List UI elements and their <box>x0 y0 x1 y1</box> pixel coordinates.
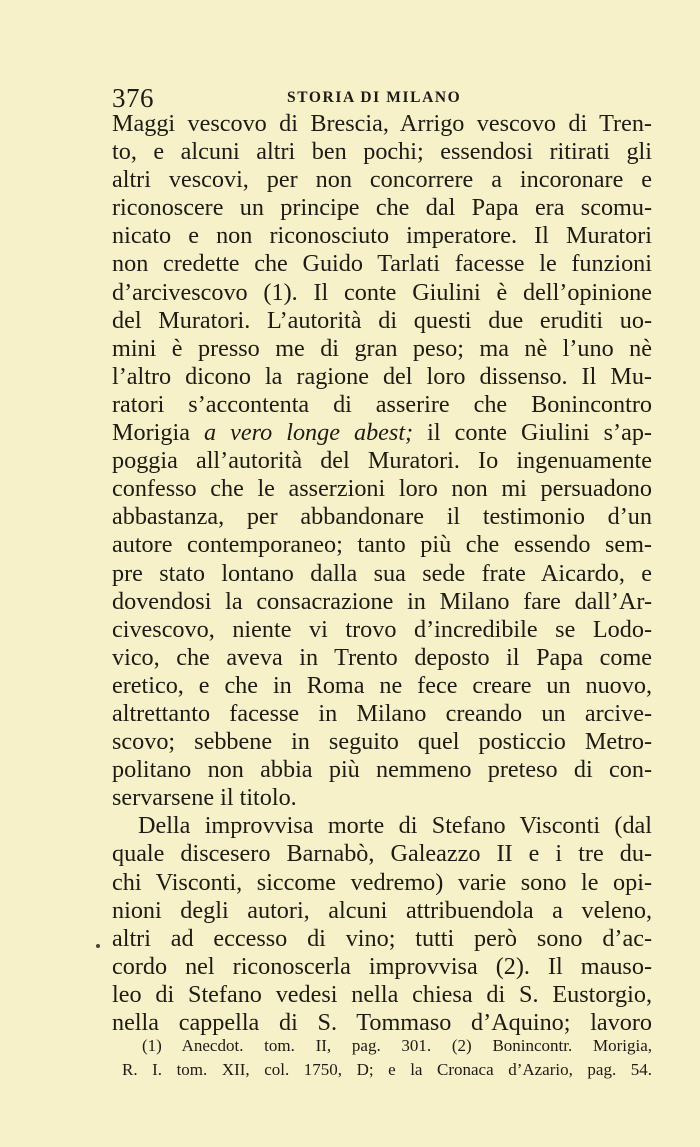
text-line-with-italic <box>112 419 652 447</box>
text-line: autore contemporaneo; tanto più che essendo sem- <box>112 531 652 559</box>
text-line: poggia all’autorità del Muratori. Io ingenuamente <box>112 447 652 475</box>
text-line: abbastanza, per abbandonare il testimonio d’un <box>112 503 652 531</box>
text-line: altri vescovi, per non concorrere a incoronare e <box>112 166 652 194</box>
text-line: del Muratori. L’autorità di questi due eruditi uo- <box>112 306 652 334</box>
text-line: civescovo, niente vi trovo d’incredibile se Lodo- <box>112 615 652 643</box>
text-line: chi Visconti, siccome vedremo) varie sono le opi- <box>112 868 652 896</box>
text-line: l’altro dicono la ragione del loro dissenso. Il Mu- <box>112 362 652 390</box>
text-line: non credette che Guido Tarlati facesse le funzioni <box>112 250 652 278</box>
text-line: dovendosi la consacrazione in Milano fare dall’Ar- <box>112 587 652 615</box>
running-title: STORIA DI MILANO <box>287 89 462 106</box>
text-line: vico, che aveva in Trento deposto il Papa come <box>112 643 652 671</box>
text-line: eretico, e che in Roma ne fece creare un nuovo, <box>112 671 652 699</box>
footnote-line: (1) Anecdot. tom. II, pag. 301. (2) Bonincontr. Morigia, <box>142 1036 652 1055</box>
text-line: to, e alcuni altri ben pochi; essendosi ritirati gli <box>112 138 652 166</box>
text-line: leo di Stefano vedesi nella chiesa di S. Eustorgio, <box>112 980 652 1008</box>
text-line: nicato e non riconosciuto imperatore. Il Muratori <box>112 222 652 250</box>
text-line: politano non abbia più nemmeno preteso di con- <box>112 756 652 784</box>
text-line: nioni degli autori, alcuni attribuendola a veleno, <box>112 896 652 924</box>
text-line: d’arcivescovo (1). Il conte Giulini è dell’opinione <box>112 278 652 306</box>
footnotes <box>122 1034 652 1082</box>
margin-mark <box>96 944 100 948</box>
paragraph-start-line: Della improvvisa morte di Stefano Visconti (dal <box>138 812 652 840</box>
text-run: Morigia <box>112 419 204 447</box>
text-line: scovo; sebbene in seguito quel posticcio Metro- <box>112 728 652 756</box>
text-line: confesso che le asserzioni loro non mi persuadono <box>112 475 652 503</box>
latin-quotation: a vero longe abest; <box>203 419 414 447</box>
footnote-line: R. I. tom. XII, col. 1750, D; e la Cronaca d’Azario, pag. 54. <box>122 1060 652 1079</box>
text-line: nella cappella di S. Tommaso d’Aquino; lavoro <box>112 1009 652 1036</box>
text-line: altrettanto facesse in Milano creando un arcive- <box>112 699 652 727</box>
text-line: servarsene il titolo. <box>112 784 297 812</box>
body-text <box>112 110 652 1037</box>
text-line: cordo nel riconoscerla improvvisa (2). Il mauso- <box>112 952 652 980</box>
text-line: altri ad eccesso di vino; tutti però sono d’ac- <box>112 924 652 952</box>
text-line: quale discesero Barnabò, Galeazzo II e i tre du- <box>112 840 652 868</box>
text-line: riconoscere un principe che dal Papa era scomu- <box>112 194 652 222</box>
text-line: pre stato lontano dalla sua sede frate Aicardo, e <box>112 559 652 587</box>
text-line: ratori s’accontenta di asserire che Bonincontro <box>112 390 652 418</box>
text-line: mini è presso me di gran peso; ma nè l’uno nè <box>112 334 652 362</box>
text-line: Maggi vescovo di Brescia, Arrigo vescovo di Tren- <box>112 110 652 137</box>
page-number: 376 <box>112 83 154 113</box>
text-run: il conte Giulini s’ap- <box>413 419 652 447</box>
